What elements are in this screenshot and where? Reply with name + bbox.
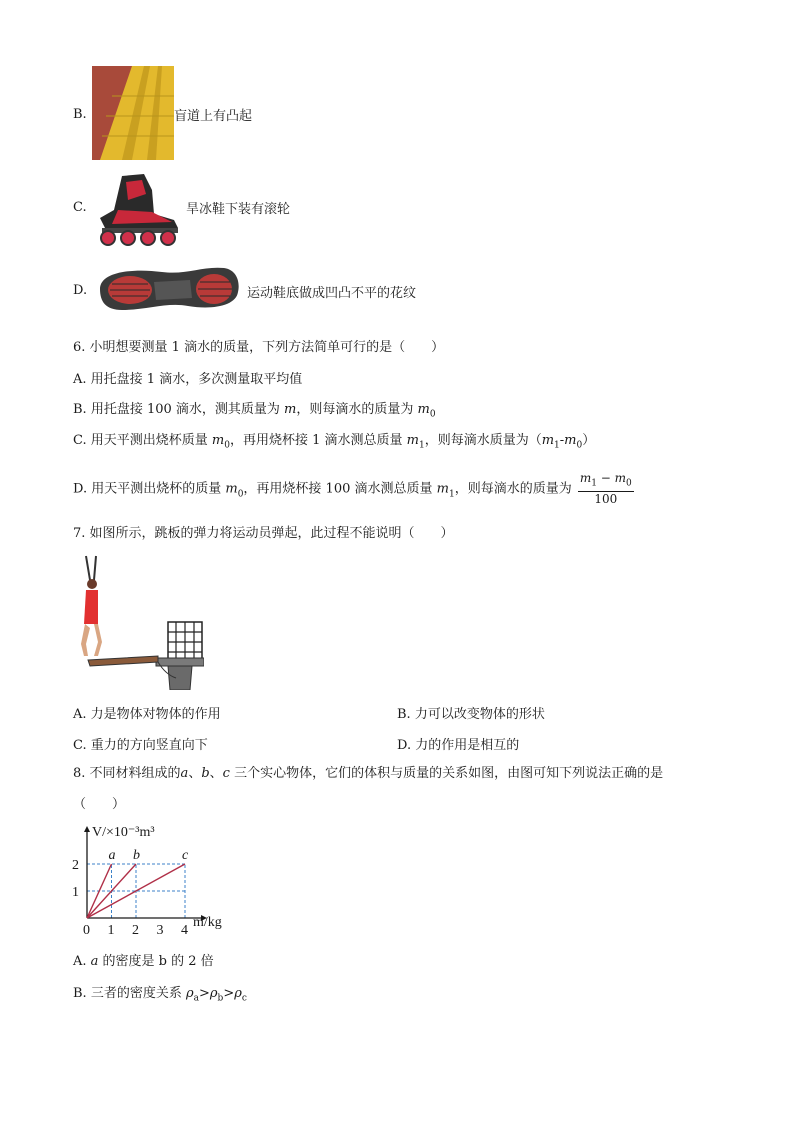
- q8-a-text-1: A.: [73, 954, 91, 969]
- tactile-paving-image: [92, 66, 174, 160]
- option-text: 旱冰鞋下装有滚轮: [186, 202, 291, 217]
- option-label: C.: [73, 200, 87, 215]
- label-a: a: [90, 954, 99, 969]
- q6-stem: 6. 小明想要测量 1 滴水的质量，下列方法简单可行的是（ ）: [73, 340, 445, 355]
- q8-stem-line2: （ ）: [73, 797, 126, 812]
- q8-option-a: [73, 953, 214, 971]
- option-text: 盲道上有凸起: [174, 109, 253, 124]
- q8-option-b: B. 三者的密度关系 $\rho_a>\rho_b>\rho_c$: [73, 986, 247, 1004]
- q6-b-text-2: ，则每滴水的质量为: [296, 402, 418, 417]
- q7-option-a: A. 力是物体对物体的作用: [73, 707, 221, 722]
- option-label: D.: [73, 283, 88, 298]
- x-tick-label: 1: [107, 923, 115, 938]
- q7-option-b: B. 力可以改变物体的形状: [397, 707, 545, 722]
- x-tick-label: 2: [132, 923, 139, 938]
- q8-stem-text-3: 、: [209, 766, 223, 781]
- q7-stem: 7. 如图所示，跳板的弹力将运动员弹起，此过程不能说明（ ）: [73, 526, 454, 541]
- fraction-denominator: 100: [594, 492, 618, 507]
- q8-stem-text-2: 、: [188, 766, 202, 781]
- x-axis-label: m/kg: [193, 915, 222, 930]
- label-c: c: [222, 766, 230, 781]
- roller-skate-image: [92, 170, 184, 246]
- q6-option-b: B. 用托盘接 100 滴水，测其质量为 m，则每滴水的质量为 $m_0$: [73, 402, 436, 420]
- x-tick-label: 0: [83, 923, 90, 938]
- y-axis-arrow: [84, 826, 90, 832]
- option-text: 运动鞋底做成凹凸不平的花纹: [247, 286, 417, 301]
- q6-c-text-3: ，则每滴水质量为（: [424, 433, 542, 448]
- q7-option-d: D. 力的作用是相互的: [397, 738, 520, 753]
- q8-stem-text-4: 三个实心物体，它们的体积与质量的关系如图，由图可知下列说法正确的是: [229, 766, 664, 781]
- volume-mass-chart: [62, 822, 252, 940]
- q6-option-a: A. 用托盘接 1 滴水，多次测量取平均值: [73, 372, 303, 387]
- q8-a-text-2: 的密度是 b 的 2 倍: [98, 954, 214, 969]
- q8-stem-text-1: 8. 不同材料组成的: [73, 766, 181, 781]
- option-label: B.: [73, 107, 87, 122]
- y-tick-label: 2: [72, 858, 79, 873]
- shoe-sole-image: [92, 262, 242, 316]
- y-tick-label: 1: [72, 885, 79, 900]
- q6-d-text-2: ，再用烧杯接 100 滴水测总质量: [243, 481, 437, 497]
- var-m0: m: [417, 402, 430, 417]
- q6-d-text-1: D. 用天平测出烧杯的质量: [73, 481, 226, 497]
- q6-b-text-1: B. 用托盘接 100 滴水，测其质量为: [73, 402, 285, 417]
- q8-stem: [73, 765, 663, 783]
- q6-c-text-4: ）: [582, 433, 596, 448]
- series-label-a: a: [108, 848, 116, 863]
- y-axis-label: V/×10⁻³m³: [92, 825, 155, 840]
- q8-b-text: B. 三者的密度关系: [73, 986, 186, 1001]
- fraction: $\frac{m_1 - m_0}{100}$: [579, 471, 632, 507]
- var-m: m: [284, 402, 297, 417]
- label-a: a: [180, 766, 189, 781]
- q7-option-c: C. 重力的方向竖直向下: [73, 738, 208, 753]
- label-b: b: [201, 766, 210, 781]
- q6-d-text-3: ，则每滴水的质量为: [454, 481, 576, 497]
- q6-c-text-2: ，再用烧杯接 1 滴水测总质量: [229, 433, 407, 448]
- q6-option-c: C. 用天平测出烧杯质量 $m_0$，再用烧杯接 1 滴水测总质量 $m_1$，则每滴水质量为$(m_1-m_0)$: [73, 433, 596, 451]
- q6-option-d: D. 用天平测出烧杯的质量 $m_0$，再用烧杯接 100 滴水测总质量 $m_1$，则每滴水的质量为 $\frac{m_1 - m_0}{100}$: [73, 471, 632, 507]
- diving-board-image: [72, 552, 204, 690]
- x-tick-label: 4: [181, 923, 188, 938]
- series-label-b: b: [133, 848, 140, 863]
- x-tick-label: 3: [156, 923, 164, 938]
- q6-c-text-1: C. 用天平测出烧杯质量: [73, 433, 212, 448]
- series-label-c: c: [182, 848, 189, 863]
